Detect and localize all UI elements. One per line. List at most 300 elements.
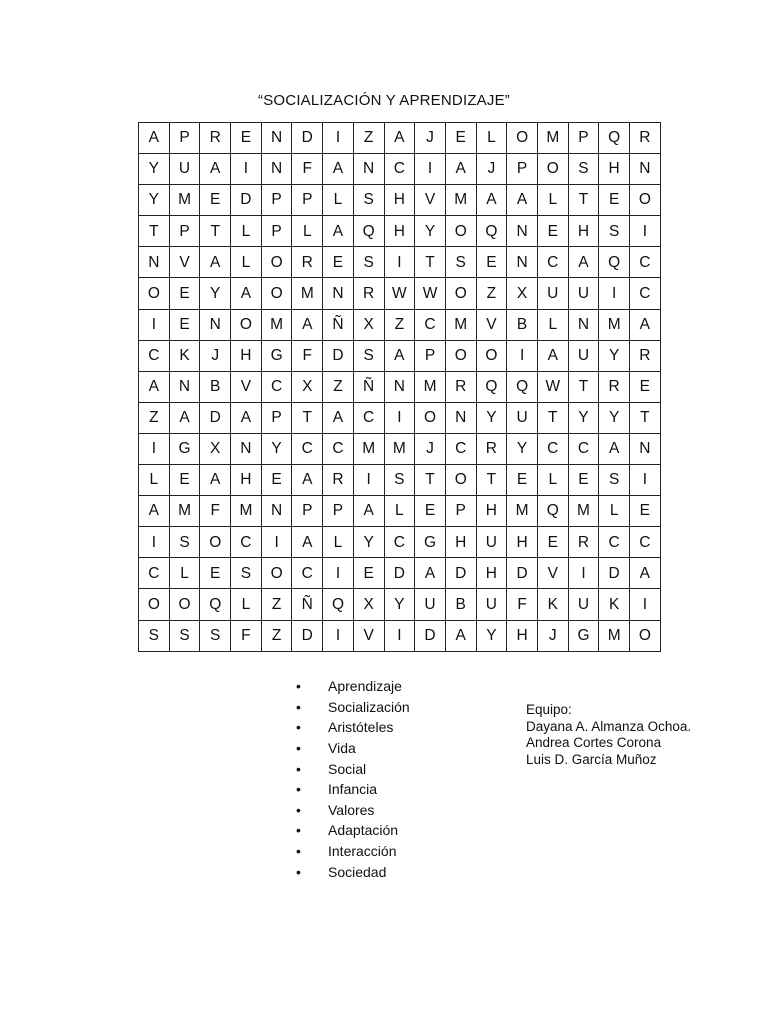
grid-cell: O: [415, 402, 446, 433]
grid-cell: A: [353, 496, 384, 527]
grid-cell: Y: [353, 527, 384, 558]
grid-cell: N: [261, 123, 292, 154]
grid-cell: N: [200, 309, 231, 340]
grid-cell: A: [169, 402, 200, 433]
grid-cell: E: [415, 496, 446, 527]
grid-cell: Y: [599, 340, 630, 371]
team-member: Andrea Cortes Corona: [526, 735, 662, 750]
grid-cell: D: [292, 620, 323, 651]
grid-cell: O: [261, 558, 292, 589]
grid-cell: A: [537, 340, 568, 371]
grid-cell: O: [507, 123, 538, 154]
grid-cell: L: [323, 527, 354, 558]
grid-cell: H: [476, 558, 507, 589]
grid-cell: Z: [476, 278, 507, 309]
grid-cell: A: [476, 185, 507, 216]
grid-cell: L: [231, 589, 262, 620]
grid-cell: Y: [139, 185, 170, 216]
grid-cell: L: [537, 465, 568, 496]
grid-cell: O: [261, 278, 292, 309]
grid-cell: M: [415, 371, 446, 402]
grid-cell: Q: [507, 371, 538, 402]
grid-cell: O: [630, 185, 661, 216]
grid-cell: O: [537, 154, 568, 185]
grid-cell: S: [353, 185, 384, 216]
grid-cell: I: [415, 154, 446, 185]
grid-cell: P: [445, 496, 476, 527]
word-list: [296, 676, 410, 882]
grid-cell: C: [630, 278, 661, 309]
grid-cell: E: [537, 216, 568, 247]
grid-cell: M: [599, 309, 630, 340]
team-block: [526, 702, 691, 768]
grid-cell: R: [568, 527, 599, 558]
grid-cell: I: [231, 154, 262, 185]
grid-cell: A: [231, 278, 262, 309]
grid-cell: E: [599, 185, 630, 216]
grid-cell: M: [507, 496, 538, 527]
grid-cell: Y: [200, 278, 231, 309]
grid-cell: N: [630, 433, 661, 464]
grid-cell: D: [445, 558, 476, 589]
word-list-item: [296, 758, 410, 779]
grid-cell: C: [537, 433, 568, 464]
grid-cell: H: [568, 216, 599, 247]
word-list-item: [296, 717, 410, 738]
grid-cell: E: [169, 309, 200, 340]
grid-cell: F: [292, 340, 323, 371]
grid-cell: U: [169, 154, 200, 185]
bullet-icon: •: [296, 863, 301, 880]
grid-cell: C: [292, 558, 323, 589]
page-title: “SOCIALIZACIÓN Y APRENDIZAJE”: [258, 92, 510, 109]
grid-cell: N: [261, 496, 292, 527]
grid-cell: T: [568, 185, 599, 216]
grid-cell: Q: [476, 371, 507, 402]
grid-cell: K: [599, 589, 630, 620]
grid-cell: J: [476, 154, 507, 185]
grid-cell: M: [384, 433, 415, 464]
word-label: Aristóteles: [328, 719, 394, 736]
grid-cell: M: [537, 123, 568, 154]
bullet-icon: •: [296, 781, 301, 798]
grid-cell: T: [630, 402, 661, 433]
grid-row: [139, 340, 661, 371]
grid-cell: F: [200, 496, 231, 527]
grid-cell: E: [630, 496, 661, 527]
grid-cell: N: [445, 402, 476, 433]
grid-cell: P: [169, 216, 200, 247]
word-list-item: [296, 820, 410, 841]
grid-cell: N: [568, 309, 599, 340]
bullet-icon: •: [296, 740, 301, 757]
grid-cell: O: [445, 340, 476, 371]
grid-cell: A: [139, 496, 170, 527]
grid-cell: I: [323, 123, 354, 154]
grid-cell: F: [292, 154, 323, 185]
grid-cell: U: [537, 278, 568, 309]
grid-cell: L: [231, 216, 262, 247]
grid-cell: C: [568, 433, 599, 464]
word-list-item: [296, 779, 410, 800]
grid-cell: E: [169, 465, 200, 496]
grid-cell: C: [384, 527, 415, 558]
grid-cell: Y: [476, 402, 507, 433]
grid-cell: N: [231, 433, 262, 464]
word-search-grid: [138, 122, 661, 652]
grid-cell: M: [231, 496, 262, 527]
grid-cell: E: [231, 123, 262, 154]
grid-cell: S: [568, 154, 599, 185]
grid-cell: G: [415, 527, 446, 558]
grid-cell: H: [599, 154, 630, 185]
bullet-icon: •: [296, 678, 301, 695]
grid-cell: W: [537, 371, 568, 402]
word-list-item: [296, 676, 410, 697]
grid-cell: I: [384, 402, 415, 433]
grid-cell: Q: [537, 496, 568, 527]
grid-cell: Z: [323, 371, 354, 402]
grid-cell: M: [445, 185, 476, 216]
grid-cell: K: [537, 589, 568, 620]
grid-cell: A: [200, 465, 231, 496]
grid-cell: Q: [200, 589, 231, 620]
grid-cell: Ñ: [292, 589, 323, 620]
bullet-icon: •: [296, 843, 301, 860]
grid-row: [139, 527, 661, 558]
grid-cell: I: [139, 309, 170, 340]
grid-cell: H: [231, 465, 262, 496]
grid-cell: I: [261, 527, 292, 558]
grid-cell: U: [476, 589, 507, 620]
grid-cell: J: [415, 123, 446, 154]
grid-cell: P: [292, 496, 323, 527]
grid-cell: C: [599, 527, 630, 558]
grid-cell: O: [169, 589, 200, 620]
grid-cell: S: [169, 620, 200, 651]
grid-cell: R: [599, 371, 630, 402]
grid-cell: S: [353, 247, 384, 278]
grid-cell: P: [261, 185, 292, 216]
grid-cell: J: [537, 620, 568, 651]
grid-cell: H: [384, 216, 415, 247]
grid-cell: I: [139, 433, 170, 464]
grid-cell: O: [200, 527, 231, 558]
grid-cell: R: [476, 433, 507, 464]
grid-cell: H: [507, 620, 538, 651]
grid-cell: A: [200, 247, 231, 278]
grid-cell: R: [630, 340, 661, 371]
grid-row: [139, 371, 661, 402]
grid-cell: C: [231, 527, 262, 558]
grid-cell: S: [139, 620, 170, 651]
grid-cell: F: [231, 620, 262, 651]
grid-cell: H: [507, 527, 538, 558]
grid-cell: Z: [384, 309, 415, 340]
grid-cell: F: [507, 589, 538, 620]
grid-cell: P: [323, 496, 354, 527]
grid-cell: M: [292, 278, 323, 309]
grid-cell: A: [323, 216, 354, 247]
grid-cell: N: [507, 247, 538, 278]
grid-cell: Z: [261, 620, 292, 651]
grid-cell: G: [568, 620, 599, 651]
grid-cell: W: [415, 278, 446, 309]
grid-cell: N: [630, 154, 661, 185]
grid-cell: D: [599, 558, 630, 589]
grid-cell: H: [445, 527, 476, 558]
grid-cell: U: [476, 527, 507, 558]
grid-cell: I: [384, 620, 415, 651]
grid-cell: B: [445, 589, 476, 620]
grid-cell: L: [169, 558, 200, 589]
grid-cell: P: [261, 216, 292, 247]
grid-cell: U: [568, 278, 599, 309]
grid-cell: R: [353, 278, 384, 309]
grid-cell: C: [323, 433, 354, 464]
grid-cell: M: [568, 496, 599, 527]
grid-cell: G: [261, 340, 292, 371]
grid-cell: C: [384, 154, 415, 185]
grid-cell: L: [476, 123, 507, 154]
grid-row: [139, 247, 661, 278]
grid-cell: H: [384, 185, 415, 216]
word-label: Socialización: [328, 698, 410, 715]
grid-cell: V: [353, 620, 384, 651]
grid-cell: H: [231, 340, 262, 371]
word-label: Social: [328, 760, 367, 777]
grid-cell: E: [200, 558, 231, 589]
grid-cell: Q: [599, 247, 630, 278]
grid-cell: L: [599, 496, 630, 527]
grid-cell: V: [537, 558, 568, 589]
grid-cell: Z: [353, 123, 384, 154]
grid-cell: R: [292, 247, 323, 278]
word-label: Valores: [328, 801, 375, 818]
grid-cell: Y: [599, 402, 630, 433]
word-label: Adaptación: [328, 822, 399, 839]
grid-cell: D: [415, 620, 446, 651]
grid-cell: T: [415, 247, 446, 278]
grid-cell: Z: [139, 402, 170, 433]
grid-cell: Y: [507, 433, 538, 464]
grid-cell: T: [292, 402, 323, 433]
grid-cell: I: [507, 340, 538, 371]
grid-row: [139, 433, 661, 464]
grid-cell: U: [507, 402, 538, 433]
grid-cell: Q: [353, 216, 384, 247]
grid-row: [139, 465, 661, 496]
grid-cell: C: [537, 247, 568, 278]
grid-cell: T: [568, 371, 599, 402]
team-heading: Equipo:: [526, 702, 572, 717]
grid-cell: E: [507, 465, 538, 496]
team-member: Luis D. García Muñoz: [526, 751, 657, 767]
grid-row: [139, 620, 661, 651]
grid-cell: M: [445, 309, 476, 340]
grid-cell: Ñ: [323, 309, 354, 340]
grid-cell: P: [292, 185, 323, 216]
grid-cell: M: [169, 496, 200, 527]
grid-cell: T: [415, 465, 446, 496]
grid-cell: D: [323, 340, 354, 371]
grid-cell: I: [353, 465, 384, 496]
grid-cell: Y: [415, 216, 446, 247]
grid-cell: M: [169, 185, 200, 216]
word-list-item: [296, 800, 410, 821]
grid-cell: O: [261, 247, 292, 278]
grid-cell: N: [323, 278, 354, 309]
grid-row: [139, 589, 661, 620]
grid-cell: X: [507, 278, 538, 309]
grid-cell: O: [139, 278, 170, 309]
grid-cell: A: [415, 558, 446, 589]
grid-cell: N: [261, 154, 292, 185]
word-label: Infancia: [328, 781, 378, 798]
grid-cell: O: [139, 589, 170, 620]
grid-row: [139, 402, 661, 433]
word-list-item: [296, 697, 410, 718]
grid-cell: N: [139, 247, 170, 278]
grid-cell: M: [353, 433, 384, 464]
grid-cell: R: [200, 123, 231, 154]
grid-cell: A: [292, 527, 323, 558]
grid-cell: A: [384, 123, 415, 154]
grid-cell: A: [323, 402, 354, 433]
grid-cell: S: [445, 247, 476, 278]
grid-cell: A: [630, 558, 661, 589]
grid-cell: C: [630, 247, 661, 278]
grid-row: [139, 309, 661, 340]
grid-cell: S: [599, 216, 630, 247]
grid-cell: X: [353, 589, 384, 620]
grid-cell: X: [200, 433, 231, 464]
grid-cell: Q: [476, 216, 507, 247]
grid-cell: V: [476, 309, 507, 340]
grid-cell: E: [537, 527, 568, 558]
grid-cell: A: [139, 123, 170, 154]
grid-cell: D: [384, 558, 415, 589]
grid-cell: K: [169, 340, 200, 371]
grid-cell: Y: [139, 154, 170, 185]
grid-cell: A: [200, 154, 231, 185]
grid-cell: W: [384, 278, 415, 309]
grid-cell: U: [568, 340, 599, 371]
word-label: Aprendizaje: [328, 678, 402, 695]
grid-cell: P: [169, 123, 200, 154]
word-list-item: [296, 861, 410, 882]
bullet-icon: •: [296, 822, 301, 839]
grid-cell: J: [415, 433, 446, 464]
grid-cell: N: [384, 371, 415, 402]
grid-cell: E: [169, 278, 200, 309]
grid-cell: I: [323, 558, 354, 589]
grid-cell: H: [476, 496, 507, 527]
grid-cell: B: [507, 309, 538, 340]
grid-cell: D: [292, 123, 323, 154]
grid-cell: A: [139, 371, 170, 402]
grid-cell: I: [599, 278, 630, 309]
grid-cell: E: [476, 247, 507, 278]
grid-cell: A: [630, 309, 661, 340]
grid-cell: A: [384, 340, 415, 371]
grid-cell: N: [507, 216, 538, 247]
grid-cell: Y: [476, 620, 507, 651]
grid-row: [139, 496, 661, 527]
grid-cell: G: [169, 433, 200, 464]
grid-cell: S: [231, 558, 262, 589]
word-list-item: [296, 738, 410, 759]
grid-row: [139, 558, 661, 589]
grid-cell: C: [139, 340, 170, 371]
grid-cell: L: [231, 247, 262, 278]
team-member: Dayana A. Almanza Ochoa.: [526, 718, 692, 734]
grid-cell: S: [353, 340, 384, 371]
grid-cell: A: [323, 154, 354, 185]
grid-cell: T: [476, 465, 507, 496]
word-list-item: [296, 841, 410, 862]
grid-cell: A: [568, 247, 599, 278]
grid-cell: O: [630, 620, 661, 651]
grid-cell: O: [445, 278, 476, 309]
grid-row: [139, 154, 661, 185]
grid-cell: X: [353, 309, 384, 340]
grid-cell: T: [200, 216, 231, 247]
grid-cell: J: [200, 340, 231, 371]
grid-cell: L: [139, 465, 170, 496]
grid-row: [139, 278, 661, 309]
grid-cell: E: [353, 558, 384, 589]
grid-cell: L: [384, 496, 415, 527]
grid-cell: L: [323, 185, 354, 216]
grid-cell: E: [568, 465, 599, 496]
grid-cell: Ñ: [353, 371, 384, 402]
grid-cell: B: [200, 371, 231, 402]
grid-cell: Q: [599, 123, 630, 154]
word-label: Sociedad: [328, 863, 387, 880]
grid-cell: I: [630, 589, 661, 620]
grid-cell: I: [568, 558, 599, 589]
grid-cell: E: [630, 371, 661, 402]
grid-cell: C: [261, 371, 292, 402]
bullet-icon: •: [296, 760, 301, 777]
grid-cell: A: [231, 402, 262, 433]
grid-cell: C: [630, 527, 661, 558]
grid-cell: I: [384, 247, 415, 278]
grid-cell: C: [415, 309, 446, 340]
grid-cell: T: [537, 402, 568, 433]
grid-cell: E: [445, 123, 476, 154]
grid-cell: P: [415, 340, 446, 371]
grid-cell: U: [415, 589, 446, 620]
grid-cell: A: [445, 154, 476, 185]
grid-cell: O: [445, 465, 476, 496]
grid-row: [139, 123, 661, 154]
grid-cell: D: [231, 185, 262, 216]
grid-cell: Y: [568, 402, 599, 433]
grid-cell: P: [507, 154, 538, 185]
grid-cell: E: [323, 247, 354, 278]
grid-cell: U: [568, 589, 599, 620]
grid-cell: I: [630, 216, 661, 247]
grid-cell: V: [169, 247, 200, 278]
grid-cell: O: [445, 216, 476, 247]
grid-cell: S: [384, 465, 415, 496]
grid-cell: V: [231, 371, 262, 402]
grid-cell: L: [537, 309, 568, 340]
bullet-icon: •: [296, 698, 301, 715]
grid-cell: R: [323, 465, 354, 496]
